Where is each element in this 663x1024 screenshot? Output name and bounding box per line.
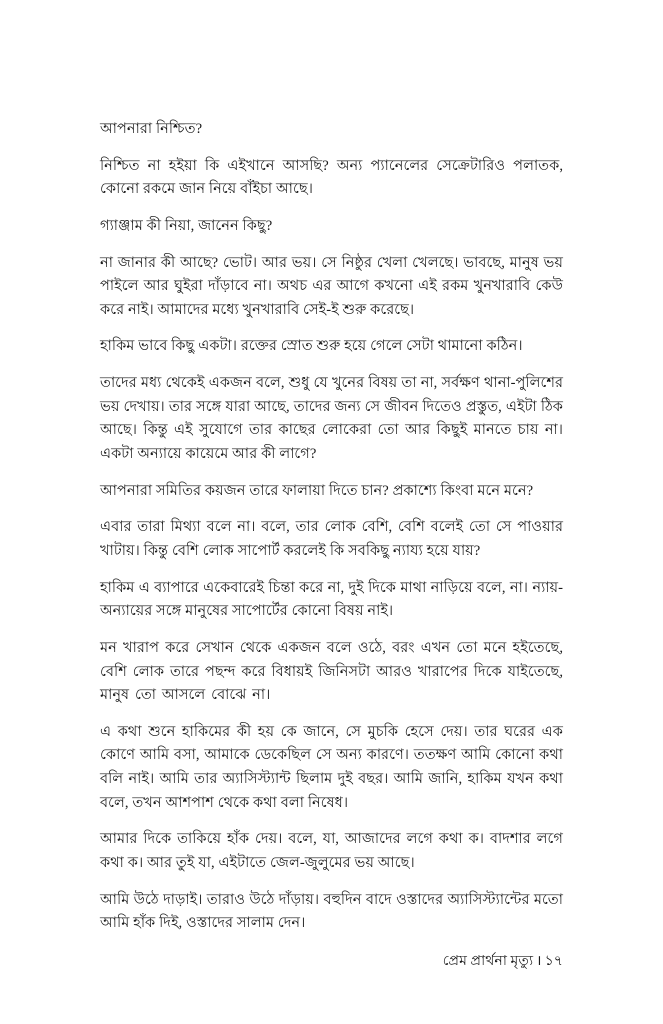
paragraph: আমার দিকে তাকিয়ে হাঁক দেয়। বলে, যা, আজাদের লগে কথা ক। বাদশার লগে কথা ক। আর তুই যা, এইটাতে জেল-জুলুমের ভয় আছে।: [100, 831, 563, 872]
paragraph: হাকিম ভাবে কিছু একটা। রক্তের স্রোত শুরু হয়ে গেলে সেটা থামানো কঠিন।: [100, 338, 523, 355]
paragraph: গ্যাঞ্জাম কী নিয়া, জানেন কিছু?: [100, 217, 273, 234]
paragraph: হাকিম এ ব্যাপারে একেবারেই চিন্তা করে না, দুই দিকে মাথা নাড়িয়ে বলে, না। ন্যায়-অন্যায়ের সঙ্গে মানুষের সাপোর্টের কোনো বিষয় নাই।: [100, 579, 563, 620]
paragraph: আপনারা সমিতির কয়জন তারে ফালায়া দিতে চান? প্রকাশ্যে কিংবা মনে মনে?: [100, 482, 534, 499]
paragraph: তাদের মধ্য থেকেই একজন বলে, শুধু যে খুনের বিষয় তা না, সর্বক্ষণ থানা-পুলিশের ভয় দেখায়। তার সঙ্গে যারা আছে, তাদের জন্য সে জীবন দিতেও প্রস্তুত, এইটা ঠিক আছে। কিন্তু এই সুযোগে তার কাছের লোকেরা তো আর কিছুই মানতে চায় না। একটা অন্যায়ে কায়েমে আর কী লাগে?: [100, 375, 563, 463]
paragraph: আমি উঠে দাড়াই। তারাও উঠে দাঁড়ায়। বহুদিন বাদে ওস্তাদের অ্যাসিস্ট্যান্টের মতো আমি হাঁক দিই, ওস্তাদের সালাম দেন।: [100, 891, 563, 932]
paragraph: নিশ্চিত না হইয়া কি এইখানে আসছি? অন্য প্যানেলের সেক্রেটারিও পলাতক, কোনো রকমে জান নিয়ে বাঁইচা আছে।: [100, 157, 563, 198]
footer-separator: ।: [536, 952, 542, 969]
page-footer: [100, 951, 563, 972]
paragraph: এ কথা শুনে হাকিমের কী হয় কে জানে, সে মুচকি হেসে দেয়। তার ঘরের এক কোণে আমি বসা, আমাকে ডেকেছিল সে অন্য কারণে। ততক্ষণ আমি কোনো কথা বলি নাই। আমি তার অ্যাসিস্ট্যান্ট ছিলাম দুই বছর। আমি জানি, হাকিম যখন কথা বলে, তখন আশপাশ থেকে কথা বলা নিষেধ।: [100, 723, 563, 811]
paragraph: এবার তারা মিথ্যা বলে না। বলে, তার লোক বেশি, বেশি বলেই তো সে পাওয়ার খাটায়। কিন্তু বেশি লোক সাপোর্ট করলেই কি সবকিছু ন্যায্য হয়ে যায়?: [100, 519, 563, 559]
paragraph: মন খারাপ করে সেখান থেকে একজন বলে ওঠে, বরং এখন তো মনে হইতেছে, বেশি লোক তারে পছন্দ করে বিধায়ই জিনিসটা আরও খারাপের দিকে যাইতেছে, মানুষ তো আসলে বোঝে না।: [100, 639, 563, 704]
page-body: [100, 118, 563, 936]
page-number: ১৭: [544, 952, 563, 969]
footer-book-title: প্রেম প্রার্থনা মৃত্যু: [442, 952, 534, 969]
paragraph: না জানার কী আছে? ভোট। আর ভয়। সে নিষ্ঠুর খেলা খেলছে। ভাবছে, মানুষ ভয় পাইলে আর ঘুইরা দাঁড়াবে না। অথচ এর আগে কখনো এই রকম খুনখারাবি কেউ করে নাই। আমাদের মধ্যে খুনখারাবি সেই-ই শুরু করেছে।: [100, 254, 563, 318]
paragraph: আপনারা নিশ্চিত?: [100, 121, 203, 137]
